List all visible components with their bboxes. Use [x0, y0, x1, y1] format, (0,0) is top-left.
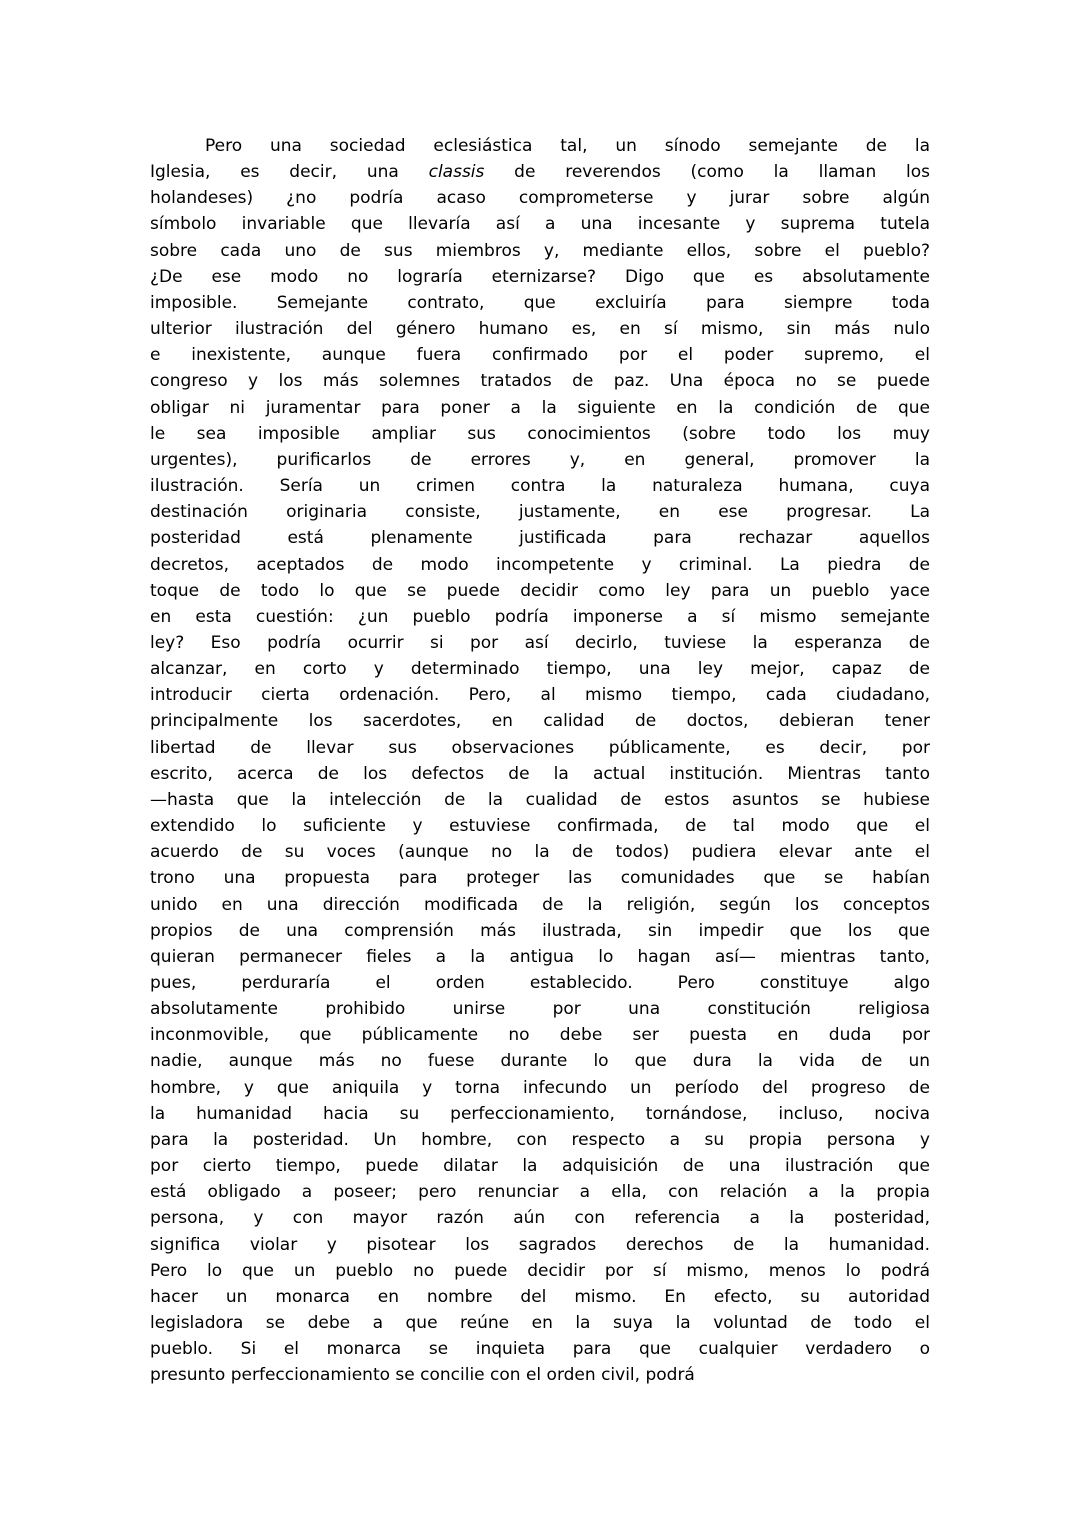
- text-line: [150, 1232, 930, 1258]
- text-line: [150, 133, 930, 159]
- text-segment: propios de una comprensión más ilustrada, sin impedir que los que: [150, 920, 930, 941]
- text-line: [150, 1205, 930, 1231]
- text-segment: significa violar y pisotear los sagrados derechos de la humanidad.: [150, 1234, 930, 1255]
- text-line: [150, 1284, 930, 1310]
- text-line: [150, 656, 930, 682]
- text-line: [150, 342, 930, 368]
- text-line: [150, 865, 930, 891]
- text-segment: extendido lo suficiente y estuviese confirmada, de tal modo que el: [150, 816, 930, 837]
- text-segment: Pero una sociedad eclesiástica tal, un sínodo semejante de la: [205, 136, 930, 156]
- text-segment: obligar ni juramentar para poner a la siguiente en la condición de que: [150, 397, 930, 418]
- text-segment: le sea imposible ampliar sus conocimientos (sobre todo los muy: [150, 423, 930, 444]
- text-segment: en esta cuestión: ¿un pueblo podría imponerse a sí mismo semejante: [150, 606, 930, 627]
- text-line: [150, 185, 930, 211]
- text-line: [150, 552, 930, 578]
- text-segment: Iglesia, es decir, una: [150, 162, 429, 183]
- text-segment: e inexistente, aunque fuera confirmado por el poder supremo, el: [150, 345, 930, 366]
- text-line: [150, 1179, 930, 1205]
- text-line: [150, 787, 930, 813]
- text-segment: destinación originaria consiste, justamente, en ese progresar. La: [150, 502, 930, 523]
- text-segment: trono una propuesta para proteger las comunidades que se habían: [150, 868, 930, 889]
- paragraph: [150, 133, 930, 1389]
- text-segment: escrito, acerca de los defectos de la actual institución. Mientras tanto: [150, 763, 930, 784]
- text-segment: toque de todo lo que se puede decidir como ley para un pueblo yace: [150, 580, 930, 601]
- text-segment: urgentes), purificarlos de errores y, en general, promover la: [150, 449, 930, 470]
- text-line: [150, 238, 930, 264]
- text-line: [150, 578, 930, 604]
- text-line: [150, 944, 930, 970]
- text-line: [150, 1310, 930, 1336]
- text-segment: la humanidad hacia su perfeccionamiento, tornándose, incluso, nociva: [150, 1103, 930, 1124]
- italic-term: classis: [428, 162, 485, 183]
- text-segment: holandeses) ¿no podría acaso comprometerse y jurar sobre algún: [150, 188, 930, 209]
- text-line: [150, 395, 930, 421]
- text-segment: —hasta que la intelección de la cualidad de estos asuntos se hubiese: [150, 789, 930, 810]
- text-line: [150, 159, 930, 185]
- text-line: [150, 211, 930, 237]
- text-line: [150, 813, 930, 839]
- text-line: [150, 1048, 930, 1074]
- text-segment: posteridad está plenamente justificada para rechazar aquellos: [150, 528, 930, 549]
- text-line: [150, 892, 930, 918]
- text-segment: introducir cierta ordenación. Pero, al mismo tiempo, cada ciudadano,: [150, 685, 930, 706]
- text-line: [150, 682, 930, 708]
- text-segment: inconmovible, que públicamente no debe ser puesta en duda por: [150, 1025, 930, 1046]
- text-line: [150, 1362, 930, 1388]
- text-line: [150, 839, 930, 865]
- text-line: [150, 708, 930, 734]
- text-line: [150, 1075, 930, 1101]
- text-segment: principalmente los sacerdotes, en calidad de doctos, debieran tener: [150, 711, 930, 732]
- text-line: [150, 473, 930, 499]
- text-segment: símbolo invariable que llevaría así a una incesante y suprema tutela: [150, 214, 930, 235]
- text-line: [150, 1336, 930, 1362]
- text-segment: acuerdo de su voces (aunque no la de todos) pudiera elevar ante el: [150, 842, 930, 863]
- text-segment: libertad de llevar sus observaciones públicamente, es decir, por: [150, 737, 930, 758]
- text-segment: imposible. Semejante contrato, que excluiría para siempre toda: [150, 292, 930, 313]
- text-segment: alcanzar, en corto y determinado tiempo, una ley mejor, capaz de: [150, 659, 930, 680]
- text-line: [150, 1258, 930, 1284]
- text-line: [150, 290, 930, 316]
- text-segment: ley? Eso podría ocurrir si por así decirlo, tuviese la esperanza de: [150, 632, 930, 653]
- text-segment: ilustración. Sería un crimen contra la naturaleza humana, cuya: [150, 476, 930, 497]
- text-segment: unido en una dirección modificada de la religión, según los conceptos: [150, 894, 930, 915]
- text-segment: de reverendos (como la llaman los: [484, 162, 930, 183]
- text-segment: legisladora se debe a que reúne en la suya la voluntad de todo el: [150, 1313, 930, 1334]
- text-segment: absolutamente prohibido unirse por una constitución religiosa: [150, 999, 930, 1020]
- text-segment: ulterior ilustración del género humano es, en sí mismo, sin más nulo: [150, 319, 930, 340]
- text-segment: nadie, aunque más no fuese durante lo que dura la vida de un: [150, 1051, 930, 1072]
- text-line: [150, 761, 930, 787]
- text-line: [150, 604, 930, 630]
- text-line: [150, 1153, 930, 1179]
- text-segment: para la posteridad. Un hombre, con respecto a su propia persona y: [150, 1129, 930, 1150]
- text-line: [150, 447, 930, 473]
- text-line: [150, 264, 930, 290]
- text-line: [150, 368, 930, 394]
- text-line: [150, 316, 930, 342]
- text-segment: hacer un monarca en nombre del mismo. En efecto, su autoridad: [150, 1286, 930, 1307]
- text-line: [150, 1127, 930, 1153]
- text-segment: ¿De ese modo no lograría eternizarse? Digo que es absolutamente: [150, 266, 930, 287]
- text-segment: persona, y con mayor razón aún con referencia a la posteridad,: [150, 1208, 930, 1229]
- text-line: [150, 970, 930, 996]
- text-line: [150, 1101, 930, 1127]
- text-segment: quieran permanecer fieles a la antigua lo hagan así— mientras tanto,: [150, 946, 930, 967]
- text-line: [150, 525, 930, 551]
- text-line: [150, 499, 930, 525]
- text-line: [150, 1022, 930, 1048]
- text-segment: decretos, aceptados de modo incompetente y criminal. La piedra de: [150, 554, 930, 575]
- text-segment: pues, perduraría el orden establecido. Pero constituye algo: [150, 973, 930, 993]
- text-segment: Pero lo que un pueblo no puede decidir por sí mismo, menos lo podrá: [150, 1260, 930, 1281]
- text-segment: pueblo. Si el monarca se inquieta para que cualquier verdadero o: [150, 1339, 930, 1360]
- text-line: [150, 630, 930, 656]
- text-line: [150, 735, 930, 761]
- text-line: [150, 918, 930, 944]
- text-line: [150, 996, 930, 1022]
- text-segment: congreso y los más solemnes tratados de paz. Una época no se puede: [150, 371, 930, 392]
- text-segment: por cierto tiempo, puede dilatar la adquisición de una ilustración que: [150, 1156, 930, 1177]
- text-segment: está obligado a poseer; pero renunciar a ella, con relación a la propia: [150, 1182, 930, 1203]
- text-line: [150, 421, 930, 447]
- text-segment: presunto perfeccionamiento se concilie con el orden civil, podrá: [150, 1365, 695, 1386]
- text-segment: sobre cada uno de sus miembros y, mediante ellos, sobre el pueblo?: [150, 240, 930, 261]
- text-segment: hombre, y que aniquila y torna infecundo un período del progreso de: [150, 1077, 930, 1098]
